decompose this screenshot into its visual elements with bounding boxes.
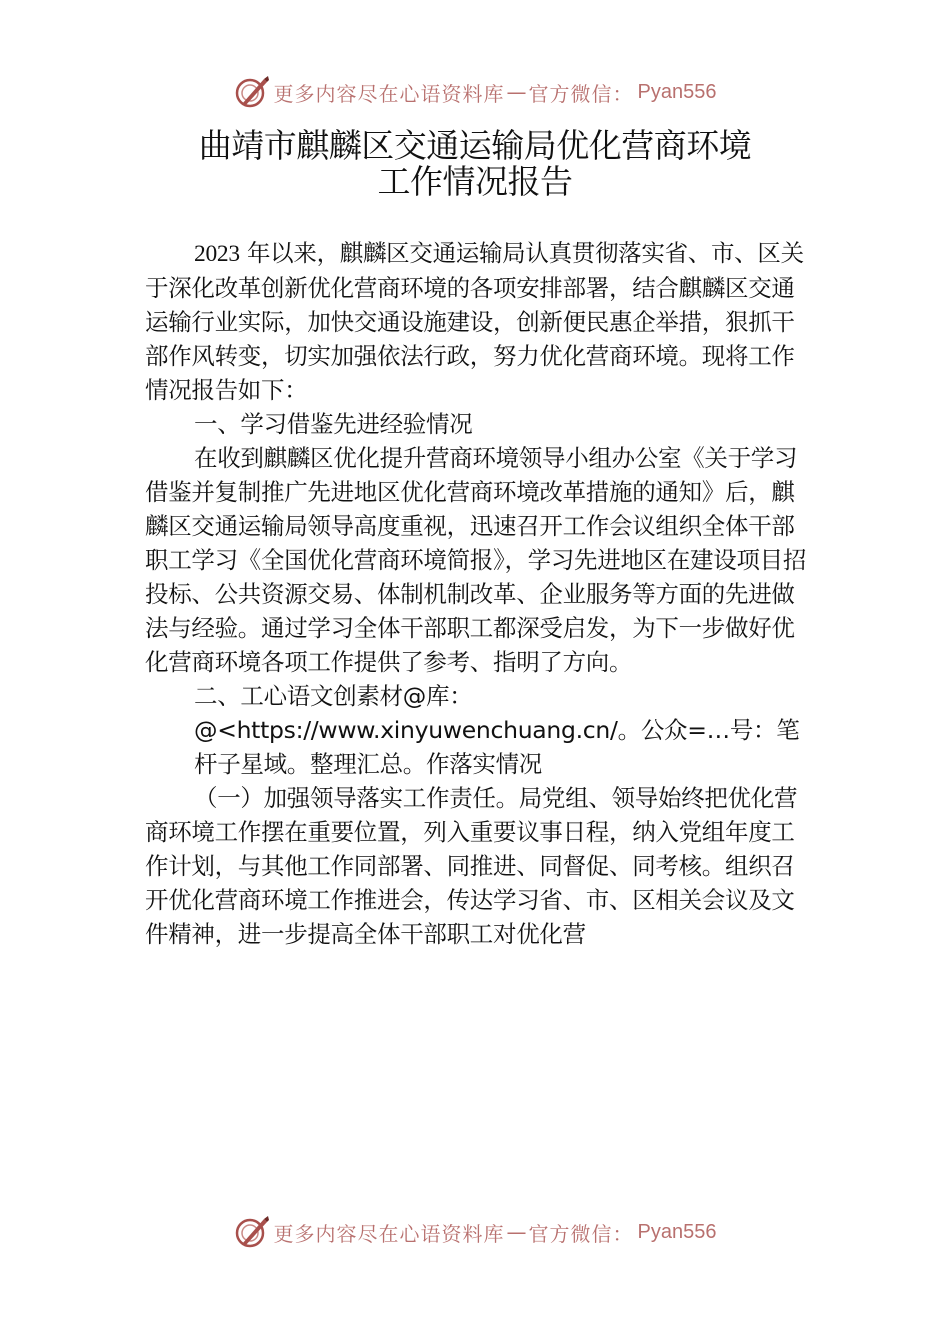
banner-contact-label: 官方微信： bbox=[528, 81, 634, 106]
section-1-paragraph: 在收到麒麟区优化提升营商环境领导小组办公室《关于学习借鉴并复制推广先进地区优化营商环境改革措施的通知》后，麒麟区交通运输局领导高度重视，迅速召开工作会议组织全体干部职工学习《全国优化营商环境简报》，学习先进地区在建设项目招投标、公共资源交易、体制机制改革、企业服务等方面的先进做法与经验。通过学习全体干部职工都深受启发，为下一步做好优化营商环境各项工作提供了参考、指明了方向。 bbox=[145, 444, 807, 676]
document-body bbox=[145, 236, 815, 951]
banner-contact-id: Pyan556 bbox=[637, 80, 717, 103]
document-title bbox=[0, 128, 950, 200]
intro-year: 2023 bbox=[194, 241, 240, 267]
section-heading-1: 一、学习借鉴先进经验情况 bbox=[194, 410, 473, 438]
pen-logo-icon bbox=[234, 74, 270, 110]
intro-text: 年以来，麒麟区交通运输局认真贯彻落实省、市、区关于深化改革创新优化营商环境的各项安排部署，结合麒麟区交通运输行业实际，加快交通设施建设，创新便民惠企举措，狠抓干部作风转变，切实加强依法行政，努力优化营商环境。现将工作情况报告如下： bbox=[145, 239, 804, 404]
subsection-1-paragraph: （一）加强领导落实工作责任。局党组、领导始终把优化营商环境工作摆在重要位置，列入重要议事日程，纳入党组年度工作计划，与其他工作同部署、同推进、同督促、同考核。组织召开优化营商环境工作推进会，传达学习省、市、区相关会议及文件精神，进一步提高全体干部职工对优化营 bbox=[145, 784, 798, 948]
header-watermark-banner bbox=[0, 70, 950, 114]
banner-separator: — bbox=[506, 1220, 527, 1244]
title-line-1: 曲靖市麒麟区交通运输局优化营商环境 bbox=[198, 126, 752, 165]
banner-separator: — bbox=[506, 80, 527, 104]
title-line-2: 工作情况报告 bbox=[377, 162, 573, 201]
intro-paragraph bbox=[145, 236, 815, 407]
section-heading-2: 二、工心语文创素材@库：@<https://www.xinyuwenchuang.cn/。公众=…号：笔杆子星域。整理汇总。作落实情况 bbox=[194, 682, 800, 778]
banner-text: 更多内容尽在心语资料库 bbox=[273, 1221, 505, 1246]
pen-logo-icon bbox=[234, 1214, 270, 1250]
banner-text: 更多内容尽在心语资料库 bbox=[273, 81, 505, 106]
banner-contact-id: Pyan556 bbox=[637, 1220, 717, 1243]
banner-contact-label: 官方微信： bbox=[528, 1221, 634, 1246]
footer-watermark-banner bbox=[0, 1210, 950, 1254]
